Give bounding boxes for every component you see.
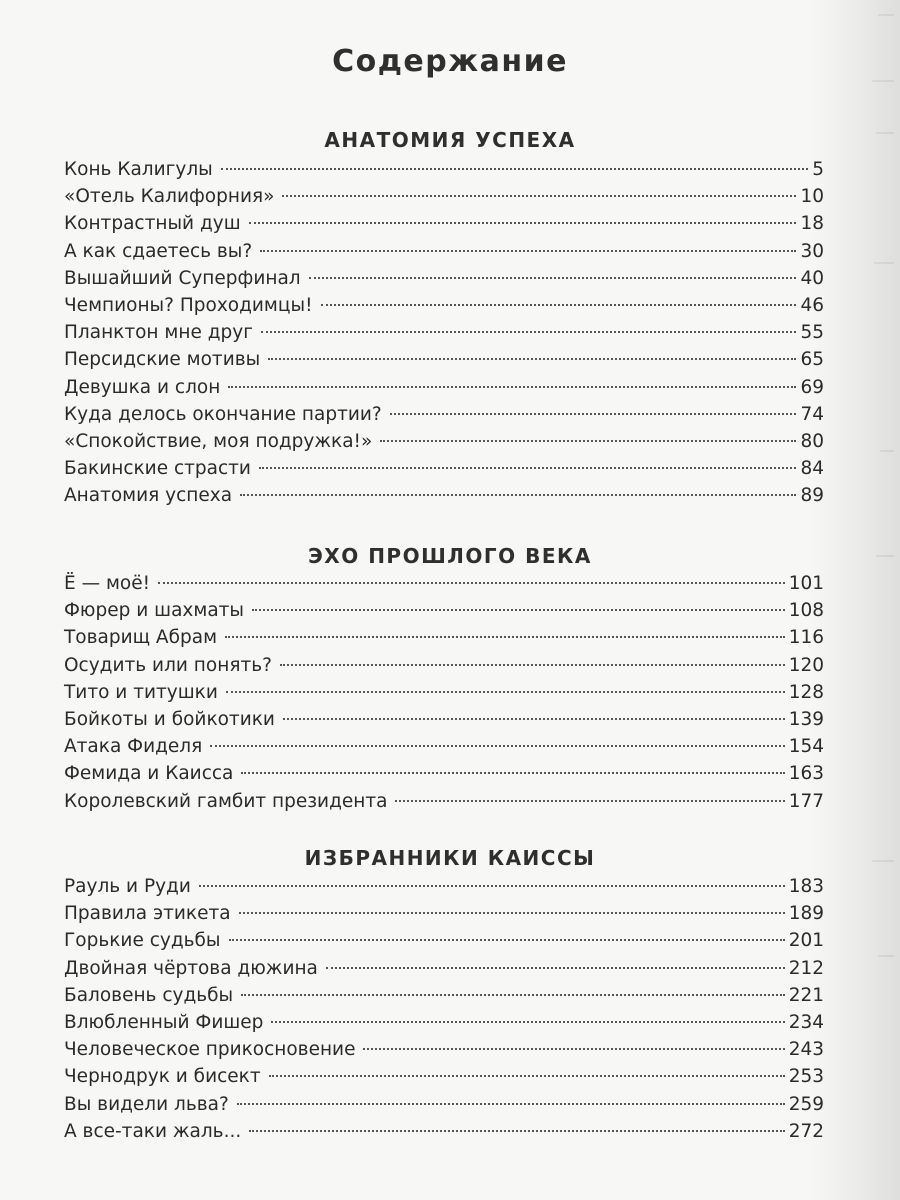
toc-entry[interactable] xyxy=(64,374,824,401)
toc-entry-title: Бакинские страсти xyxy=(64,458,251,480)
show-through-mark xyxy=(874,262,894,264)
toc-entry-title: Куда делось окончание партии? xyxy=(64,403,382,425)
toc-entry-title: Баловень судьбы xyxy=(64,984,234,1006)
toc-entry-title: Вы видели льва? xyxy=(64,1093,229,1115)
toc-entry-title: Ё — моё! xyxy=(64,573,151,594)
toc-entry-page: 89 xyxy=(800,485,824,507)
section-heading-1: АНАТОМИЯ УСПЕХА xyxy=(324,128,576,152)
toc-entry-title: Вышайший Суперфинал xyxy=(64,267,301,289)
toc-entry-page: 177 xyxy=(788,790,824,812)
toc-entry[interactable] xyxy=(64,733,824,760)
toc-entry-page: 139 xyxy=(788,708,824,730)
toc-entry-title: Рауль и Руди xyxy=(64,876,191,897)
toc-entry-title: Конь Калигулы xyxy=(64,159,213,180)
toc-entry-title: Анатомия успеха xyxy=(64,485,233,507)
toc-entry-title: А все-таки жаль... xyxy=(64,1120,242,1142)
dot-leader xyxy=(199,885,785,887)
toc-entry-page: 212 xyxy=(788,957,824,979)
toc-entry-title: Чернодрук и бисект xyxy=(64,1066,261,1088)
toc-entry-title: Осудить или понять? xyxy=(64,654,272,676)
toc-entry-page: 65 xyxy=(800,349,824,371)
toc-entry-title: Человеческое прикосновение xyxy=(64,1039,356,1061)
toc-entry[interactable] xyxy=(64,183,824,210)
page-title: Содержание xyxy=(332,44,568,79)
toc-entry-title: Персидские мотивы xyxy=(64,349,261,371)
toc-entry-page: 30 xyxy=(800,240,824,262)
toc-entry[interactable] xyxy=(64,706,824,733)
toc-entry-title: Горькие судьбы xyxy=(64,930,221,952)
toc-entry[interactable] xyxy=(64,428,824,455)
dot-leader xyxy=(237,1103,785,1105)
dot-leader xyxy=(249,222,797,224)
toc-entry-page: 221 xyxy=(788,984,824,1006)
show-through-mark xyxy=(878,14,894,16)
toc-entry[interactable] xyxy=(64,1118,824,1145)
toc-section-2 xyxy=(64,570,824,815)
toc-entry-page: 128 xyxy=(788,681,824,703)
dot-leader xyxy=(395,800,784,802)
dot-leader xyxy=(283,718,785,720)
toc-entry-title: А как сдаетесь вы? xyxy=(64,240,253,262)
toc-entry[interactable] xyxy=(64,955,824,982)
dot-leader xyxy=(321,304,797,306)
dot-leader xyxy=(309,277,797,279)
toc-entry[interactable] xyxy=(64,265,824,292)
toc-entry-page: 183 xyxy=(788,876,824,897)
toc-entry-title: Фемида и Каисса xyxy=(64,763,234,785)
section-heading-2: ЭХО ПРОШЛОГО ВЕКА xyxy=(308,544,592,568)
toc-entry[interactable] xyxy=(64,788,824,815)
toc-entry-page: 46 xyxy=(800,294,824,316)
toc-entry-title: Влюбленный Фишер xyxy=(64,1011,264,1033)
toc-entry[interactable] xyxy=(64,1091,824,1118)
toc-entry-title: Товарищ Абрам xyxy=(64,627,218,649)
toc-entry[interactable] xyxy=(64,1063,824,1090)
dot-leader xyxy=(210,745,784,747)
dot-leader xyxy=(268,358,796,360)
toc-entry-page: 101 xyxy=(788,573,824,594)
toc-entry-page: 201 xyxy=(788,930,824,952)
dot-leader xyxy=(252,609,785,611)
toc-entry-page: 5 xyxy=(812,159,824,180)
toc-entry[interactable] xyxy=(64,624,824,651)
toc-entry[interactable] xyxy=(64,156,824,183)
toc-entry-page: 120 xyxy=(788,654,824,676)
toc-entry[interactable] xyxy=(64,292,824,319)
toc-entry-title: Фюрер и шахматы xyxy=(64,600,245,622)
toc-entry-title: Бойкоты и бойкотики xyxy=(64,708,275,730)
toc-entry[interactable] xyxy=(64,570,824,597)
toc-entry[interactable] xyxy=(64,597,824,624)
toc-entry-page: 243 xyxy=(788,1039,824,1061)
toc-entry[interactable] xyxy=(64,1036,824,1063)
toc-entry[interactable] xyxy=(64,238,824,265)
toc-entry-page: 80 xyxy=(800,430,824,452)
dot-leader xyxy=(326,967,785,969)
toc-entry-title: «Отель Калифорния» xyxy=(64,186,275,208)
toc-entry-page: 272 xyxy=(788,1120,824,1142)
dot-leader xyxy=(226,691,785,693)
toc-entry-title: Контрастный душ xyxy=(64,213,241,235)
toc-entry-page: 154 xyxy=(788,736,824,758)
toc-entry-title: Тито и титушки xyxy=(64,681,218,703)
dot-leader xyxy=(280,664,785,666)
toc-entry-page: 189 xyxy=(788,903,824,925)
toc-entry[interactable] xyxy=(64,1009,824,1036)
show-through-mark xyxy=(878,955,894,957)
toc-entry-title: Девушка и слон xyxy=(64,376,221,398)
dot-leader xyxy=(158,582,785,584)
toc-entry-page: 18 xyxy=(800,213,824,235)
dot-leader xyxy=(241,772,784,774)
toc-entry[interactable] xyxy=(64,873,824,900)
toc-entry-page: 40 xyxy=(800,267,824,289)
dot-leader xyxy=(241,994,785,996)
toc-entry-title: Двойная чёртова дюжина xyxy=(64,957,318,979)
toc-section-3 xyxy=(64,873,824,1145)
toc-entry[interactable] xyxy=(64,679,824,706)
section-heading-3: ИЗБРАННИКИ КАИССЫ xyxy=(304,846,596,870)
dot-leader xyxy=(259,467,797,469)
toc-entry[interactable] xyxy=(64,401,824,428)
show-through-mark xyxy=(876,555,894,557)
dot-leader xyxy=(261,331,797,333)
toc-entry-page: 69 xyxy=(800,376,824,398)
toc-entry[interactable] xyxy=(64,652,824,679)
show-through-mark xyxy=(872,80,894,82)
toc-entry[interactable] xyxy=(64,982,824,1009)
toc-entry-page: 253 xyxy=(788,1066,824,1088)
toc-entry-title: Планктон мне друг xyxy=(64,322,253,344)
toc-entry[interactable] xyxy=(64,927,824,954)
toc-entry-title: Королевский гамбит президента xyxy=(64,790,388,812)
toc-entry-page: 259 xyxy=(788,1093,824,1115)
toc-entry[interactable] xyxy=(64,346,824,373)
show-through-mark xyxy=(872,860,894,862)
toc-entry-page: 84 xyxy=(800,458,824,480)
dot-leader xyxy=(225,636,785,638)
dot-leader xyxy=(282,195,796,197)
toc-entry[interactable] xyxy=(64,455,824,482)
toc-entry[interactable] xyxy=(64,760,824,787)
toc-entry-page: 10 xyxy=(800,186,824,208)
toc-entry[interactable] xyxy=(64,210,824,237)
dot-leader xyxy=(380,440,796,442)
toc-entry-title: Атака Фиделя xyxy=(64,736,203,758)
dot-leader xyxy=(390,413,797,415)
show-through-mark xyxy=(880,450,894,452)
dot-leader xyxy=(221,168,808,170)
dot-leader xyxy=(271,1021,784,1023)
toc-entry-title: Правила этикета xyxy=(64,903,231,925)
dot-leader xyxy=(363,1048,784,1050)
page-edge-shadow xyxy=(840,0,900,1200)
toc-entry-title: «Спокойствие, моя подружка!» xyxy=(64,430,373,452)
dot-leader xyxy=(239,912,785,914)
toc-entry-page: 74 xyxy=(800,403,824,425)
toc-section-1 xyxy=(64,156,824,509)
dot-leader xyxy=(240,494,796,496)
toc-entry[interactable] xyxy=(64,482,824,509)
dot-leader xyxy=(228,386,796,388)
toc-entry-title: Чемпионы? Проходимцы! xyxy=(64,294,313,316)
toc-entry-page: 108 xyxy=(788,600,824,622)
toc-entry-page: 163 xyxy=(788,763,824,785)
dot-leader xyxy=(260,250,796,252)
dot-leader xyxy=(229,939,785,941)
toc-entry[interactable] xyxy=(64,319,824,346)
toc-entry-page: 234 xyxy=(788,1011,824,1033)
dot-leader xyxy=(249,1130,784,1132)
dot-leader xyxy=(269,1075,785,1077)
toc-entry-page: 116 xyxy=(788,627,824,649)
toc-entry-page: 55 xyxy=(800,322,824,344)
show-through-mark xyxy=(876,132,894,134)
toc-entry[interactable] xyxy=(64,900,824,927)
